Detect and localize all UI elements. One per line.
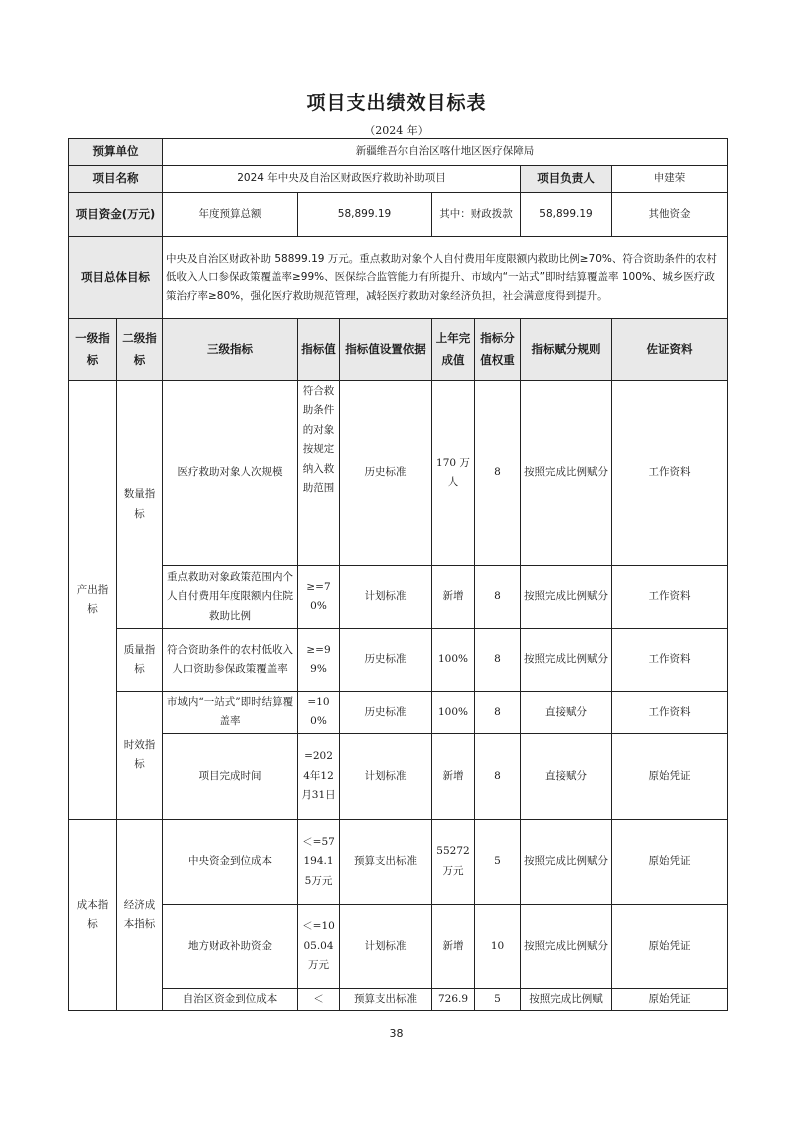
row-weight: 5: [475, 988, 521, 1010]
header-level1: 一级指标: [69, 319, 117, 381]
row-value: =2024年12月31日: [298, 733, 340, 819]
row-last-year: 726.9: [432, 988, 475, 1010]
annual-budget-label: 年度预算总额: [163, 193, 298, 237]
row-rule: 按照完成比例赋: [521, 988, 612, 1010]
group-quantity: 数量指标: [117, 381, 163, 629]
project-name-value: 2024 年中央及自治区财政医疗救助补助项目: [163, 166, 521, 193]
row-basis: 计划标准: [340, 566, 432, 629]
row-evidence: 原始凭证: [612, 904, 728, 988]
page-title: 项目支出绩效目标表: [306, 92, 487, 114]
header-level2: 二级指标: [117, 319, 163, 381]
row-value: 符合救助条件的对象按规定纳入救助范围: [298, 381, 340, 566]
header-level3: 三级指标: [163, 319, 298, 381]
row-weight: 10: [475, 904, 521, 988]
row-weight: 8: [475, 692, 521, 734]
header-evidence: 佐证资料: [612, 319, 728, 381]
row-last-year: 新增: [432, 566, 475, 629]
row-evidence: 工作资料: [612, 692, 728, 734]
table-row: [69, 381, 728, 566]
row-value: ＜=1005.04万元: [298, 904, 340, 988]
overall-goal-text: 中央及自治区财政补助 58899.19 万元。重点救助对象个人自付费用年度限额内救助比例≥70%、符合资助条件的农村低收入人口参保政策覆盖率≥99%、医保综合监管能力有所提升、市域内“一站式”即时结算覆盖率 100%、城乡医疗政策治疗率≥80%，强化医疗救助规范管理，减轻医疗救助对象经济负担，社会满意度得到提升。: [163, 237, 728, 319]
row-value: ≥=70%: [298, 566, 340, 629]
row-last-year: 100%: [432, 692, 475, 734]
indicator-header-row: [69, 319, 728, 381]
row-weight: 8: [475, 629, 521, 692]
row-last-year: 新增: [432, 904, 475, 988]
row-value: ＜=57194.15万元: [298, 819, 340, 904]
table-row: [69, 988, 728, 1010]
header-weight: 指标分值权重: [475, 319, 521, 381]
project-name-row: [69, 166, 728, 193]
project-leader-label: 项目负责人: [521, 166, 612, 193]
row-evidence: 原始凭证: [612, 733, 728, 819]
row-weight: 8: [475, 381, 521, 566]
budget-unit-value: 新疆维吾尔自治区喀什地区医疗保障局: [163, 139, 728, 166]
year-subtitle: （2024 年）: [364, 124, 429, 137]
table-row: [69, 566, 728, 629]
table-row: [69, 904, 728, 988]
row-level3: 中央资金到位成本: [163, 819, 298, 904]
row-last-year: 新增: [432, 733, 475, 819]
table-row: [69, 629, 728, 692]
overall-goal-row: [69, 237, 728, 319]
row-basis: 预算支出标准: [340, 988, 432, 1010]
table-row: [69, 819, 728, 904]
row-value: =100%: [298, 692, 340, 734]
row-evidence: 原始凭证: [612, 819, 728, 904]
fiscal-funds-label: 其中：财政拨款: [432, 193, 521, 237]
row-evidence: 工作资料: [612, 629, 728, 692]
row-basis: 预算支出标准: [340, 819, 432, 904]
header-rule: 指标赋分规则: [521, 319, 612, 381]
row-evidence: 工作资料: [612, 381, 728, 566]
project-name-label: 项目名称: [69, 166, 163, 193]
row-level3: 医疗救助对象人次规模: [163, 381, 298, 566]
other-funds-label: 其他资金: [612, 193, 728, 237]
header-last-year: 上年完成值: [432, 319, 475, 381]
group-cost: 成本指标: [69, 819, 117, 1010]
project-leader-value: 申建荣: [612, 166, 728, 193]
row-level3: 重点救助对象政策范围内个人自付费用年度限额内住院救助比例: [163, 566, 298, 629]
group-output: 产出指标: [69, 381, 117, 820]
row-weight: 8: [475, 733, 521, 819]
row-weight: 8: [475, 566, 521, 629]
row-level3: 项目完成时间: [163, 733, 298, 819]
budget-unit-row: [69, 139, 728, 166]
row-level3: 地方财政补助资金: [163, 904, 298, 988]
header-basis: 指标值设置依据: [340, 319, 432, 381]
fiscal-funds-value: 58,899.19: [521, 193, 612, 237]
table-row: [69, 692, 728, 734]
group-quality: 质量指标: [117, 629, 163, 692]
row-rule: 直接赋分: [521, 733, 612, 819]
row-rule: 按照完成比例赋分: [521, 904, 612, 988]
group-timeliness: 时效指标: [117, 692, 163, 820]
group-economic: 经济成本指标: [117, 819, 163, 1010]
row-rule: 直接赋分: [521, 692, 612, 734]
budget-unit-label: 预算单位: [69, 139, 163, 166]
row-last-year: 170 万人: [432, 381, 475, 566]
row-level3: 市域内“一站式”即时结算覆盖率: [163, 692, 298, 734]
row-last-year: 100%: [432, 629, 475, 692]
row-level3: 自治区资金到位成本: [163, 988, 298, 1010]
performance-table: [68, 138, 728, 1011]
page-number: 38: [389, 1027, 404, 1040]
row-rule: 按照完成比例赋分: [521, 566, 612, 629]
row-weight: 5: [475, 819, 521, 904]
row-value: ＜: [298, 988, 340, 1010]
row-rule: 按照完成比例赋分: [521, 381, 612, 566]
row-basis: 历史标准: [340, 692, 432, 734]
funds-row: [69, 193, 728, 237]
row-rule: 按照完成比例赋分: [521, 819, 612, 904]
row-basis: 历史标准: [340, 629, 432, 692]
row-level3: 符合资助条件的农村低收入人口资助参保政策覆盖率: [163, 629, 298, 692]
row-basis: 计划标准: [340, 904, 432, 988]
table-row: [69, 733, 728, 819]
row-basis: 历史标准: [340, 381, 432, 566]
row-rule: 按照完成比例赋分: [521, 629, 612, 692]
row-value: ≥=99%: [298, 629, 340, 692]
funds-label: 项目资金(万元): [69, 193, 163, 237]
row-evidence: 工作资料: [612, 566, 728, 629]
row-evidence: 原始凭证: [612, 988, 728, 1010]
row-basis: 计划标准: [340, 733, 432, 819]
header-value: 指标值: [298, 319, 340, 381]
overall-goal-label: 项目总体目标: [69, 237, 163, 319]
annual-budget-value: 58,899.19: [298, 193, 432, 237]
row-last-year: 55272万元: [432, 819, 475, 904]
